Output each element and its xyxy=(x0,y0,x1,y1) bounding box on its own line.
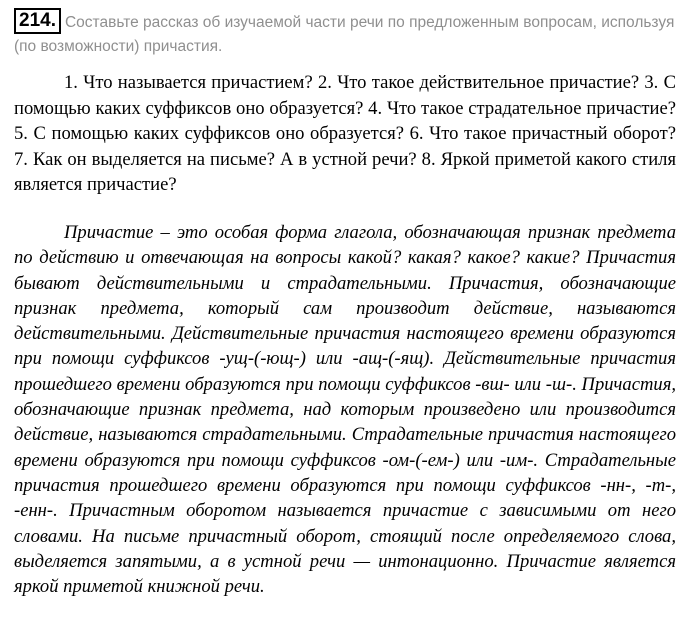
questions-paragraph: 1. Что называется причастием? 2. Что такое действительное причастие? 3. С помощью каких суффиксов оно образуется? 4. Что такое страдательное причастие? 5. С помощью каких суффиксов оно образуется? 6. Что такое причастный оборот? 7. Как он выделяется на письме? А в устной речи? 8. Яркой приметой какого стиля является причастие? xyxy=(14,72,676,195)
task-number: 214. xyxy=(14,8,61,34)
task-header xyxy=(14,8,686,59)
task-instruction: Составьте рассказ об изучаемой части речи по предложенным вопросам, используя (по возможности) причастия. xyxy=(14,14,675,55)
answer-paragraph: Причастие – это особая форма глагола, обозначающая признак предмета по действию и отвечающая на вопросы какой? какая? какое? какие? Причастия бывают действительными и страдательными. Причастия, обозначающие признак предмета, который сам производит действие, называются действительными. Действительные причастия настоящего времени образуются при помощи суффиксов -ущ-(-ющ-) или -ащ-(-ящ). Действительные причастия прошедшего времени образуются при помощи суффиксов -вш- или -ш-. Причастия, обозначающие признак предмета, над которым произведено или производится действие, называются страдательными. Страдательные причастия настоящего времени образуются при помощи суффиксов -ом-(-ем-) или -им-. Страдательные причастия прошедшего времени образуются при помощи суффиксов -нн-, -т-, -енн-. Причастным оборотом называется причастие с зависимыми от него словами. На письме причастный оборот, стоящий после определяемого слова, выделяется запятыми, а в устной речи — интонационно. Причастие является яркой приметой книжной речи. xyxy=(14,222,676,598)
